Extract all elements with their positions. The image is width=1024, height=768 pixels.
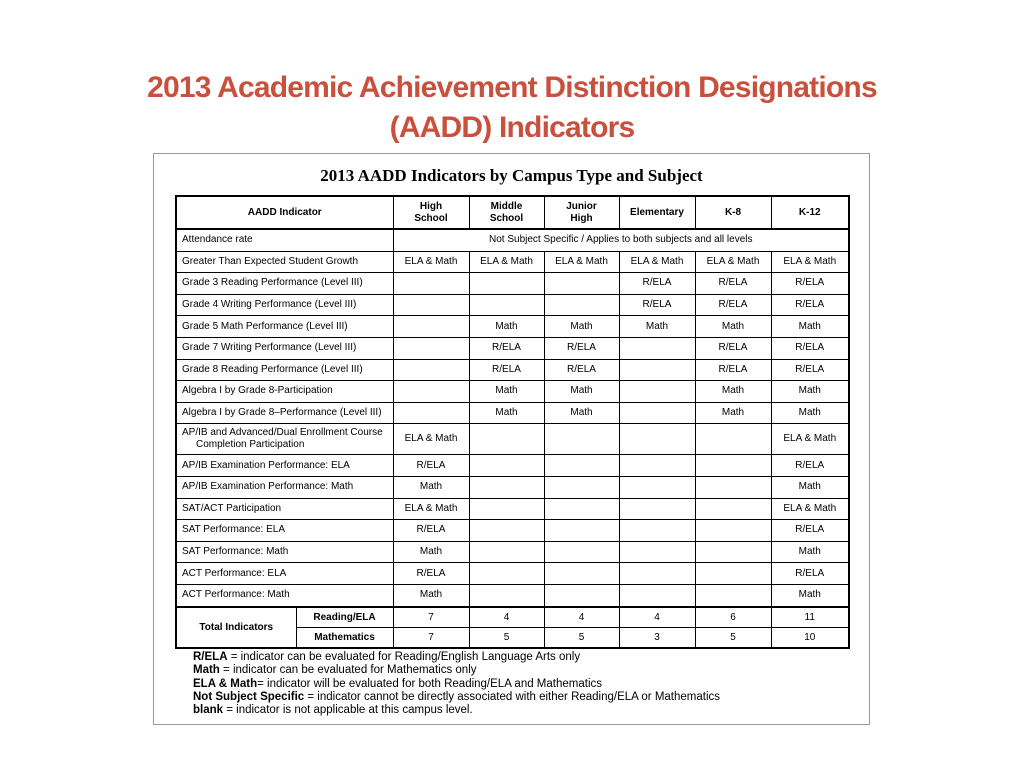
value-cell: R/ELA (469, 359, 544, 381)
table-row (176, 273, 849, 295)
value-cell: Math (771, 541, 849, 563)
value-cell (393, 337, 469, 359)
legend-text: = indicator is not applicable at this campus level. (223, 704, 473, 717)
value-cell (469, 476, 544, 498)
indicator-label: Grade 5 Math Performance (Level III) (182, 320, 348, 332)
table-row (176, 520, 849, 542)
indicator-label: ACT Performance: ELA (182, 567, 287, 579)
value-cell (695, 520, 771, 542)
table-row (176, 476, 849, 498)
total-value-cell: 11 (771, 607, 849, 628)
table-row (176, 294, 849, 316)
legend-term: R/ELA (193, 651, 228, 663)
value-cell: Math (544, 381, 619, 403)
value-cell (393, 316, 469, 338)
value-cell: R/ELA (619, 294, 695, 316)
value-cell (619, 498, 695, 520)
value-cell (469, 563, 544, 585)
total-value-cell: 5 (544, 627, 619, 648)
value-cell: R/ELA (544, 337, 619, 359)
indicator-label: Algebra I by Grade 8–Performance (Level III) (182, 407, 382, 419)
indicator-label: SAT Performance: Math (182, 546, 289, 558)
table-row (176, 381, 849, 403)
legend-term: Not Subject Specific (193, 690, 305, 703)
column-header-line1: Junior (566, 200, 597, 212)
indicator-cell (176, 541, 393, 563)
total-value-cell: 7 (393, 607, 469, 628)
indicator-label: Grade 3 Reading Performance (Level III) (182, 277, 363, 289)
value-cell: Math (771, 402, 849, 424)
legend-item (193, 704, 833, 717)
indicator-label: ACT Performance: Math (182, 589, 290, 601)
legend-text: = indicator cannot be directly associated with either Reading/ELA or Mathematics (304, 690, 721, 703)
value-cell: R/ELA (544, 359, 619, 381)
value-cell (469, 294, 544, 316)
legend-text: = indicator can be evaluated for Mathematics only (219, 664, 477, 677)
column-header (544, 196, 619, 229)
totals-subject: Mathematics (296, 627, 393, 648)
table-row (176, 424, 849, 455)
value-cell (544, 273, 619, 295)
value-cell (619, 476, 695, 498)
value-cell (393, 359, 469, 381)
value-cell (619, 424, 695, 455)
document-heading: 2013 AADD Indicators by Campus Type and Subject (320, 166, 703, 185)
indicator-cell (176, 498, 393, 520)
value-cell: Math (771, 584, 849, 606)
total-value-cell: 5 (695, 627, 771, 648)
value-cell: R/ELA (393, 455, 469, 477)
table-row (176, 359, 849, 381)
value-cell (544, 476, 619, 498)
value-cell: ELA & Math (771, 498, 849, 520)
total-value-cell: 7 (393, 627, 469, 648)
total-indicators-label: Total Indicators (176, 607, 296, 648)
value-cell (544, 498, 619, 520)
value-cell (695, 584, 771, 606)
value-cell (469, 424, 544, 455)
value-cell: Math (771, 316, 849, 338)
value-cell: R/ELA (771, 337, 849, 359)
column-header-line2: High (570, 212, 593, 224)
value-cell (469, 455, 544, 477)
value-cell: R/ELA (393, 563, 469, 585)
indicator-label: Greater Than Expected Student Growth (182, 255, 359, 267)
indicator-label: Grade 4 Writing Performance (Level III) (182, 299, 357, 311)
value-cell (619, 381, 695, 403)
column-header-line1: K-8 (724, 206, 742, 218)
indicator-cell (176, 251, 393, 273)
value-cell: R/ELA (771, 563, 849, 585)
document-image (153, 153, 870, 725)
value-cell: R/ELA (771, 455, 849, 477)
column-header-line1: K-12 (798, 206, 821, 218)
indicator-label-line2: Completion Participation (196, 439, 305, 451)
value-cell: Math (469, 402, 544, 424)
column-header (393, 196, 469, 229)
column-header (695, 196, 771, 229)
value-cell: Math (544, 402, 619, 424)
value-cell (619, 359, 695, 381)
column-header-line2: School (489, 212, 524, 224)
indicator-cell (176, 424, 393, 455)
table-row (176, 251, 849, 273)
table-row (176, 498, 849, 520)
table-row (176, 337, 849, 359)
value-cell: Math (771, 381, 849, 403)
totals-row (176, 607, 849, 628)
value-cell: R/ELA (771, 520, 849, 542)
column-header-line1: High (419, 200, 443, 212)
slide-title-line2: (AADD) Indicators (389, 111, 635, 144)
value-cell (619, 520, 695, 542)
table-row (176, 563, 849, 585)
value-cell (695, 424, 771, 455)
value-cell (469, 584, 544, 606)
value-cell (619, 337, 695, 359)
indicator-cell (176, 273, 393, 295)
legend-term: ELA & Math (193, 677, 258, 690)
value-cell: ELA & Math (469, 251, 544, 273)
value-cell (393, 402, 469, 424)
value-cell (619, 584, 695, 606)
legend-item (193, 691, 833, 704)
indicator-cell (176, 520, 393, 542)
total-value-cell: 4 (544, 607, 619, 628)
legend-item (193, 664, 833, 677)
indicator-cell (176, 402, 393, 424)
column-header-line1: Elementary (630, 206, 684, 218)
table-header-row (176, 196, 849, 229)
value-cell: ELA & Math (771, 251, 849, 273)
indicator-label: AP/IB Examination Performance: Math (182, 481, 354, 493)
total-value-cell: 4 (469, 607, 544, 628)
value-cell: R/ELA (771, 294, 849, 316)
legend-item (193, 651, 833, 664)
value-cell (544, 424, 619, 455)
column-header (619, 196, 695, 229)
legend-term: blank (193, 704, 224, 717)
legend-text: = indicator will be evaluated for both Reading/ELA and Mathematics (257, 677, 602, 690)
value-cell: Math (695, 316, 771, 338)
total-value-cell: 10 (771, 627, 849, 648)
value-cell: R/ELA (695, 273, 771, 295)
table-row (176, 316, 849, 338)
value-cell (695, 563, 771, 585)
value-cell (544, 520, 619, 542)
value-cell (695, 541, 771, 563)
legend-item (193, 678, 833, 691)
indicator-cell (176, 381, 393, 403)
value-cell (695, 476, 771, 498)
legend-text: = indicator can be evaluated for Reading/English Language Arts only (227, 651, 581, 663)
value-cell (544, 541, 619, 563)
indicator-cell (176, 337, 393, 359)
indicator-label: AP/IB and Advanced/Dual Enrollment Course (182, 427, 383, 439)
value-cell: ELA & Math (544, 251, 619, 273)
value-cell: Math (695, 402, 771, 424)
value-cell (619, 541, 695, 563)
value-cell: Math (544, 316, 619, 338)
indicator-label: SAT/ACT Participation (182, 502, 282, 514)
value-cell (469, 498, 544, 520)
value-cell: Math (619, 316, 695, 338)
value-cell (619, 455, 695, 477)
column-header-line2: School (414, 212, 448, 224)
indicator-cell (176, 316, 393, 338)
value-cell: ELA & Math (393, 424, 469, 455)
value-cell (393, 294, 469, 316)
column-header (469, 196, 544, 229)
value-cell (544, 563, 619, 585)
value-cell: R/ELA (771, 359, 849, 381)
value-cell (544, 455, 619, 477)
column-header-line1: Middle (490, 200, 523, 212)
table-row (176, 455, 849, 477)
value-cell: R/ELA (695, 337, 771, 359)
indicator-cell (176, 476, 393, 498)
indicator-label: SAT Performance: ELA (182, 524, 286, 536)
total-value-cell: 3 (619, 627, 695, 648)
value-cell: ELA & Math (393, 251, 469, 273)
value-cell (393, 381, 469, 403)
indicator-label: Algebra I by Grade 8-Participation (182, 385, 333, 397)
value-cell: Math (469, 381, 544, 403)
value-cell: Math (695, 381, 771, 403)
value-cell (544, 584, 619, 606)
column-header (771, 196, 849, 229)
value-cell: Math (469, 316, 544, 338)
legend-term: Math (193, 664, 220, 677)
value-cell (619, 402, 695, 424)
value-cell: R/ELA (771, 273, 849, 295)
totals-subject: Reading/ELA (296, 607, 393, 628)
value-cell: ELA & Math (771, 424, 849, 455)
indicator-label: Grade 7 Writing Performance (Level III) (182, 342, 357, 354)
legend (193, 651, 833, 717)
value-cell (544, 294, 619, 316)
value-cell (469, 541, 544, 563)
table-row (176, 402, 849, 424)
indicator-cell (176, 563, 393, 585)
value-cell: ELA & Math (393, 498, 469, 520)
value-cell (469, 273, 544, 295)
indicator-cell (176, 229, 393, 251)
table-row (176, 584, 849, 606)
value-cell (469, 520, 544, 542)
slide-title (60, 68, 964, 148)
value-cell (619, 563, 695, 585)
table-row (176, 229, 849, 251)
indicators-table (175, 195, 850, 649)
total-value-cell: 6 (695, 607, 771, 628)
value-cell: Math (393, 476, 469, 498)
value-cell: Math (771, 476, 849, 498)
value-cell: R/ELA (695, 294, 771, 316)
value-cell: R/ELA (695, 359, 771, 381)
value-cell: ELA & Math (619, 251, 695, 273)
value-cell (695, 455, 771, 477)
indicator-cell (176, 359, 393, 381)
value-cell (393, 273, 469, 295)
value-cell: R/ELA (469, 337, 544, 359)
slide-title-line1: 2013 Academic Achievement Distinction Designations (147, 71, 877, 104)
indicator-label: Attendance rate (182, 234, 253, 246)
value-cell: Math (393, 584, 469, 606)
value-cell: R/ELA (393, 520, 469, 542)
indicator-cell (176, 455, 393, 477)
indicator-cell (176, 294, 393, 316)
value-cell: ELA & Math (695, 251, 771, 273)
applies-all-cell: Not Subject Specific / Applies to both subjects and all levels (393, 229, 849, 251)
indicator-label: Grade 8 Reading Performance (Level III) (182, 363, 363, 375)
indicator-cell (176, 584, 393, 606)
value-cell (695, 498, 771, 520)
header-aadd-indicator: AADD Indicator (176, 196, 393, 229)
table-row (176, 541, 849, 563)
value-cell: Math (393, 541, 469, 563)
indicator-label: AP/IB Examination Performance: ELA (182, 459, 350, 471)
total-value-cell: 4 (619, 607, 695, 628)
total-value-cell: 5 (469, 627, 544, 648)
value-cell: R/ELA (619, 273, 695, 295)
